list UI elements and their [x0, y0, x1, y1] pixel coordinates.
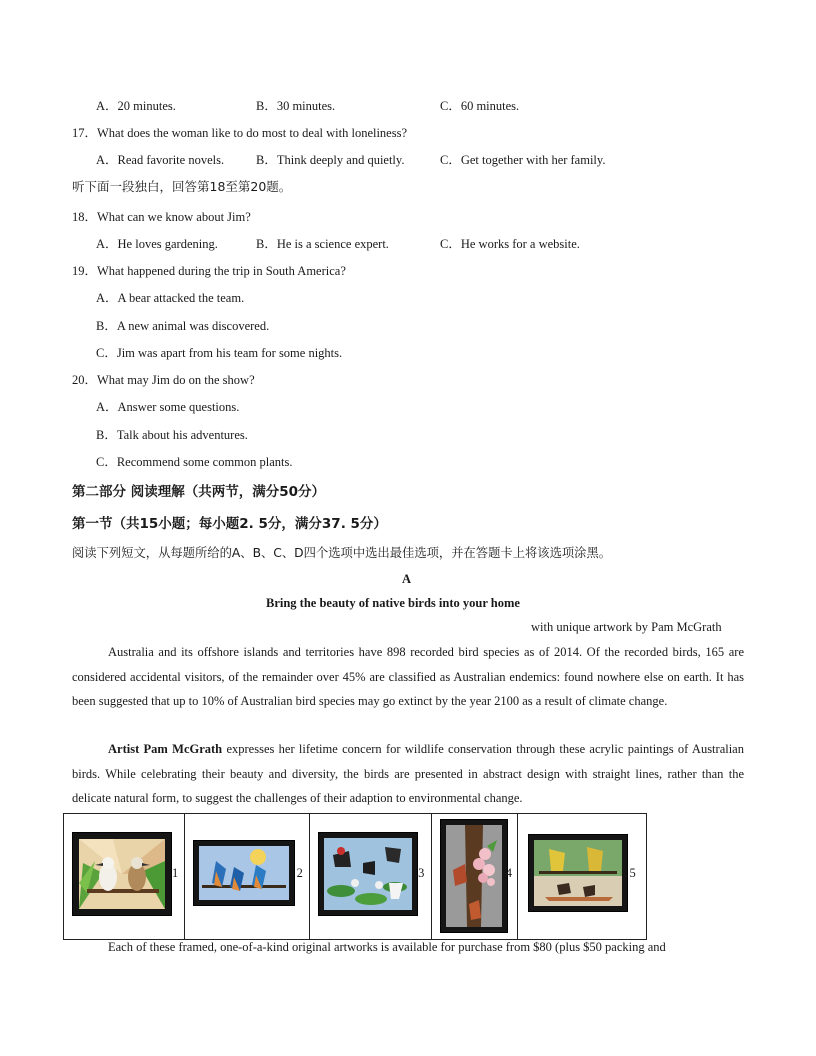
q19-option-c: C．Jim was apart from his team for some nights.: [96, 346, 343, 360]
q16-option-a: A．20 minutes.: [96, 99, 176, 113]
q19-question: 19．What happened during the trip in South America?: [72, 264, 346, 278]
reading-instruction: 阅读下列短文，从每题所给的A、B、C、D四个选项中选出最佳选项，并在答题卡上将该选项涂黑。: [72, 546, 612, 560]
q20-option-c: C．Recommend some common plants.: [96, 455, 293, 469]
passage-subtitle: with unique artwork by Pam McGrath: [531, 620, 722, 634]
passage-paragraph-1: Australia and its offshore islands and territories have 898 recorded bird species as of 2014. Of the recorded birds, 165 are considered accidental visitors, of the remainder over 45% are classified as Australian endemics: found nowhere else on earth. It has been suggested that up to 10% of Australian bird species may go extinct by the year 2100 as a result of climate change.: [72, 645, 744, 708]
painting-number-1: 1: [172, 866, 179, 880]
painting-1-kookaburras: [73, 833, 171, 915]
passage-title: Bring the beauty of native birds into your home: [266, 596, 520, 610]
q17-option-c: C．Get together with her family.: [440, 153, 606, 167]
painting-cell-2: [185, 814, 311, 939]
q16-option-b: B．30 minutes.: [256, 99, 336, 113]
q19-option-b: B．A new animal was discovered.: [96, 319, 270, 333]
painting-cell-3: [310, 814, 432, 939]
painting-cell-4: [432, 814, 519, 939]
painting-2-kingfishers: [194, 841, 294, 905]
passage-paragraph-3: Each of these framed, one-of-a-kind original artworks is available for purchase from $80 (plus $50 packing and: [108, 940, 666, 954]
q18-option-c: C．He works for a website.: [440, 237, 580, 251]
monologue-instruction: 听下面一段独白，回答第18至第20题。: [72, 179, 292, 194]
painting-3-frame: [318, 832, 418, 916]
section1-heading: 第一节（共15小题；每小题2. 5分，满分37. 5分）: [72, 516, 387, 532]
passage-paragraph-2-text: expresses her lifetime concern for wildlife conservation through these acrylic paintings of Australian birds. While celebrating their beauty and diversity, the birds are presented in abstract design with straight lines, rather than the delicate natural form, to suggest the challenges of their adaption to environmental change.: [72, 742, 744, 805]
painting-number-4: 4: [505, 866, 512, 880]
q20-option-b: B．Talk about his adventures.: [96, 428, 248, 442]
q20-question: 20．What may Jim do on the show?: [72, 373, 255, 387]
painting-number-3: 3: [418, 866, 425, 880]
painting-cell-1: [64, 814, 185, 939]
q18-option-b: B．He is a science expert.: [256, 237, 389, 251]
painting-number-2: 2: [296, 866, 303, 880]
q17-option-a: A．Read favorite novels.: [96, 153, 225, 167]
q18-question: 18．What can we know about Jim?: [72, 210, 251, 224]
painting-1-frame: [72, 832, 172, 916]
painting-4-frame: [440, 819, 508, 933]
painting-5-finches: [529, 835, 627, 911]
painting-5-frame: [528, 834, 628, 912]
painting-gallery: [63, 813, 647, 940]
painting-3-waterbirds: [319, 833, 417, 915]
q18-option-a: A．He loves gardening.: [96, 237, 218, 251]
q16-option-c: C．60 minutes.: [440, 99, 520, 113]
q17-option-b: B．Think deeply and quietly.: [256, 153, 405, 167]
q20-option-a: A．Answer some questions.: [96, 400, 240, 414]
artist-name: Artist Pam McGrath: [108, 742, 223, 756]
painting-cell-5: [518, 814, 646, 939]
q17-question: 17．What does the woman like to do most to deal with loneliness?: [72, 126, 408, 140]
painting-number-5: 5: [629, 866, 636, 880]
painting-4-bird-blossom: [441, 820, 507, 932]
q19-option-a: A．A bear attacked the team.: [96, 291, 245, 305]
passage-letter: A: [402, 572, 412, 586]
painting-2-frame: [193, 840, 295, 906]
passage-paragraph-2: [72, 737, 744, 811]
part2-heading: 第二部分 阅读理解（共两节，满分50分）: [72, 484, 325, 500]
